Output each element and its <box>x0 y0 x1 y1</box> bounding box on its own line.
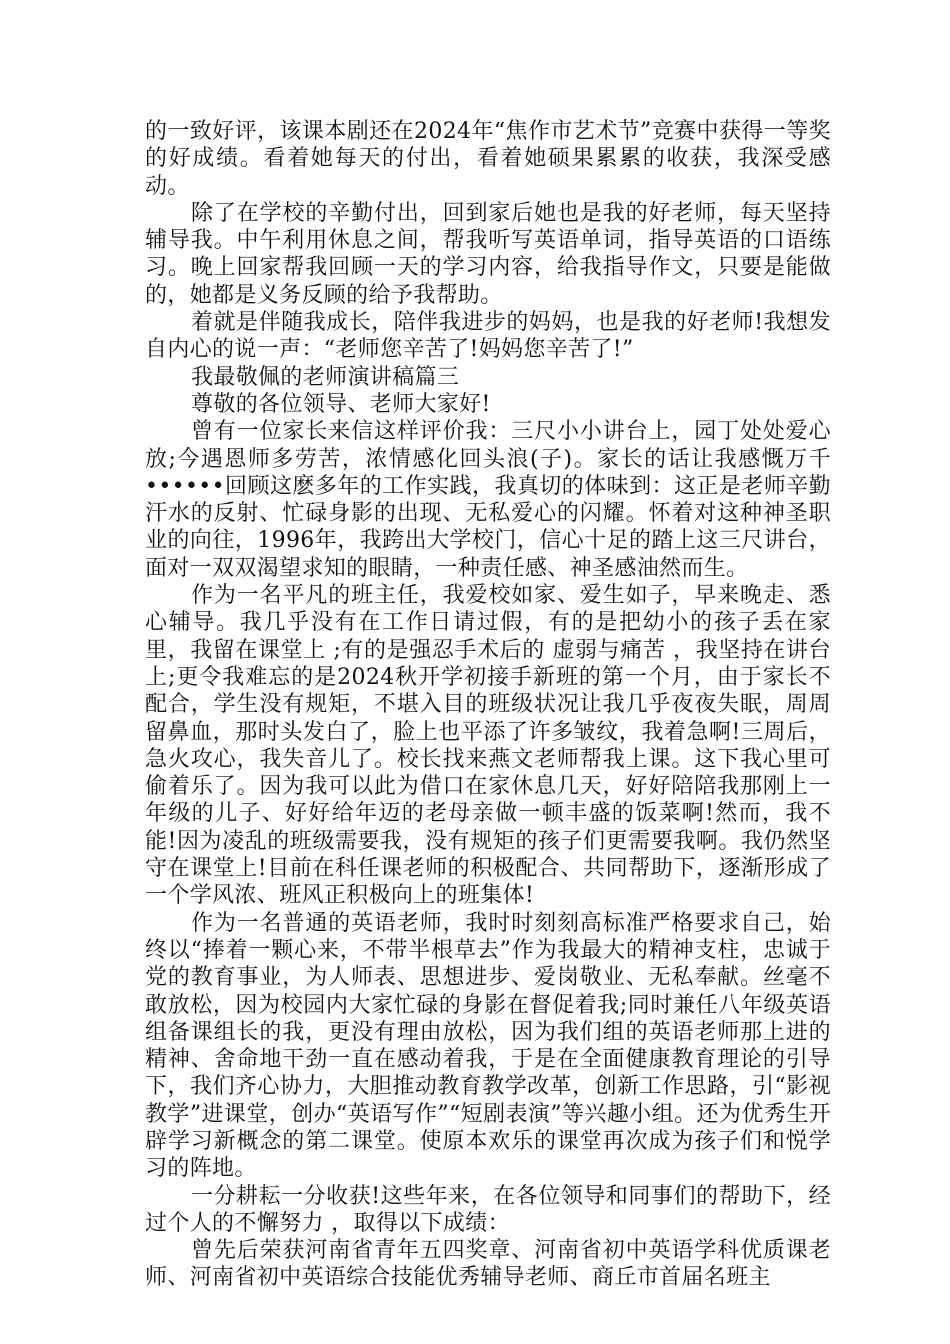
paragraph-parent-letter: 曾有一位家长来信这样评价我：三尺小小讲台上，园丁处处爱心放;今遇恩师多劳苦，浓情感化回头浪(子)。家长的话让我感慨万千••••••回顾这麽多年的工作实践，我真切的体味到：这正是老师辛勤汗水的反射、忙碌身影的出现、无私爱心的闪耀。怀着对这种神圣职业的向往，1996年，我跨出大学校门，信心十足的踏上这三尺讲台，面对一双双渴望求知的眼睛，一种责任感、神圣感油然而生。 <box>145 419 831 581</box>
paragraph-continuation: 的一致好评，该课本剧还在2024年“焦作市艺术节”竞赛中获得一等奖的好成绩。看着她每天的付出，看着她硕果累累的收获，我深受感动。 <box>145 119 831 199</box>
section-heading: 我最敬佩的老师演讲稿篇三 <box>191 364 460 390</box>
paragraph-achievements-intro: 一分耕耘一分收获!这些年来，在各位领导和同事们的帮助下，经过个人的不懈努力 ，取得以下成绩： <box>145 1183 831 1236</box>
speech-greeting: 尊敬的各位领导、老师大家好! <box>191 391 491 417</box>
paragraph-honors: 曾先后荣获河南省青年五四奖章、河南省初中英语学科优质课老师、河南省初中英语综合技能优秀辅导老师、商丘市首届名班主 <box>145 1238 831 1291</box>
paragraph-class-teacher: 作为一名平凡的班主任，我爱校如家、爱生如子，早来晚走、悉心辅导。我几乎没有在工作日请过假，有的是把幼小的孩子丢在家里，我留在课堂上 ;有的是强忍手术后的 虚弱与痛苦 ，我坚持在讲台上;更令我难忘的是2024秋开学初接手新班的第一个月，由于家长不配合，学生没有规矩，不堪入目的班级状况让我几乎夜夜失眠，周周留鼻血，那时头发白了，脸上也平添了许多皱纹，我着急啊!三周后，急火攻心，我失音儿了。校长找来燕文老师帮我上课。这下我心里可偷着乐了。因为我可以此为借口在家休息几天，好好陪陪我那刚上一年级的儿子、好好给年迈的老母亲做一顿丰盛的饭菜啊!然而，我不能!因为凌乱的班级需要我，没有规矩的孩子们更需要我啊。我仍然坚守在课堂上!目前在科任课老师的积极配合、共同帮助下，逐渐形成了一个学风浓、班风正积极向上的班集体! <box>145 583 831 909</box>
paragraph-gratitude: 着就是伴随我成长，陪伴我进步的妈妈，也是我的好老师!我想发自内心的说一声：“老师您辛苦了!妈妈您辛苦了!” <box>145 310 831 363</box>
document-body <box>145 118 831 1292</box>
paragraph-english-teacher: 作为一名普通的英语老师，我时时刻刻高标准严格要求自己，始终以“捧着一颗心来，不带半根草去”作为我最大的精神支柱，忠诚于党的教育事业，为人师表、思想进步、爱岗敬业、无私奉献。丝毫不敢放松，因为校园内大家忙碌的身影在督促着我;同时兼任八年级英语组备课组长的我，更没有理由放松，因为我们组的英语老师那上进的精神、舍命地干劲一直在感动着我，于是在全面健康教育理论的引导下，我们齐心协力，大胆推动教育教学改革，创新工作思路，引“影视教学”进课堂，创办“英语写作”“短剧表演”等兴趣小组。还为优秀生开辟学习新概念的第二课堂。使原本欢乐的课堂再次成为孩子们和悦学习的阵地。 <box>145 910 831 1182</box>
paragraph-mother-at-home: 除了在学校的辛勤付出，回到家后她也是我的好老师，每天坚持辅导我。中午利用休息之间，帮我听写英语单词，指导英语的口语练习。晚上回家帮我回顾一天的学习内容，给我指导作文，只要是能做的，她都是义务反顾的给予我帮助。 <box>145 200 831 308</box>
